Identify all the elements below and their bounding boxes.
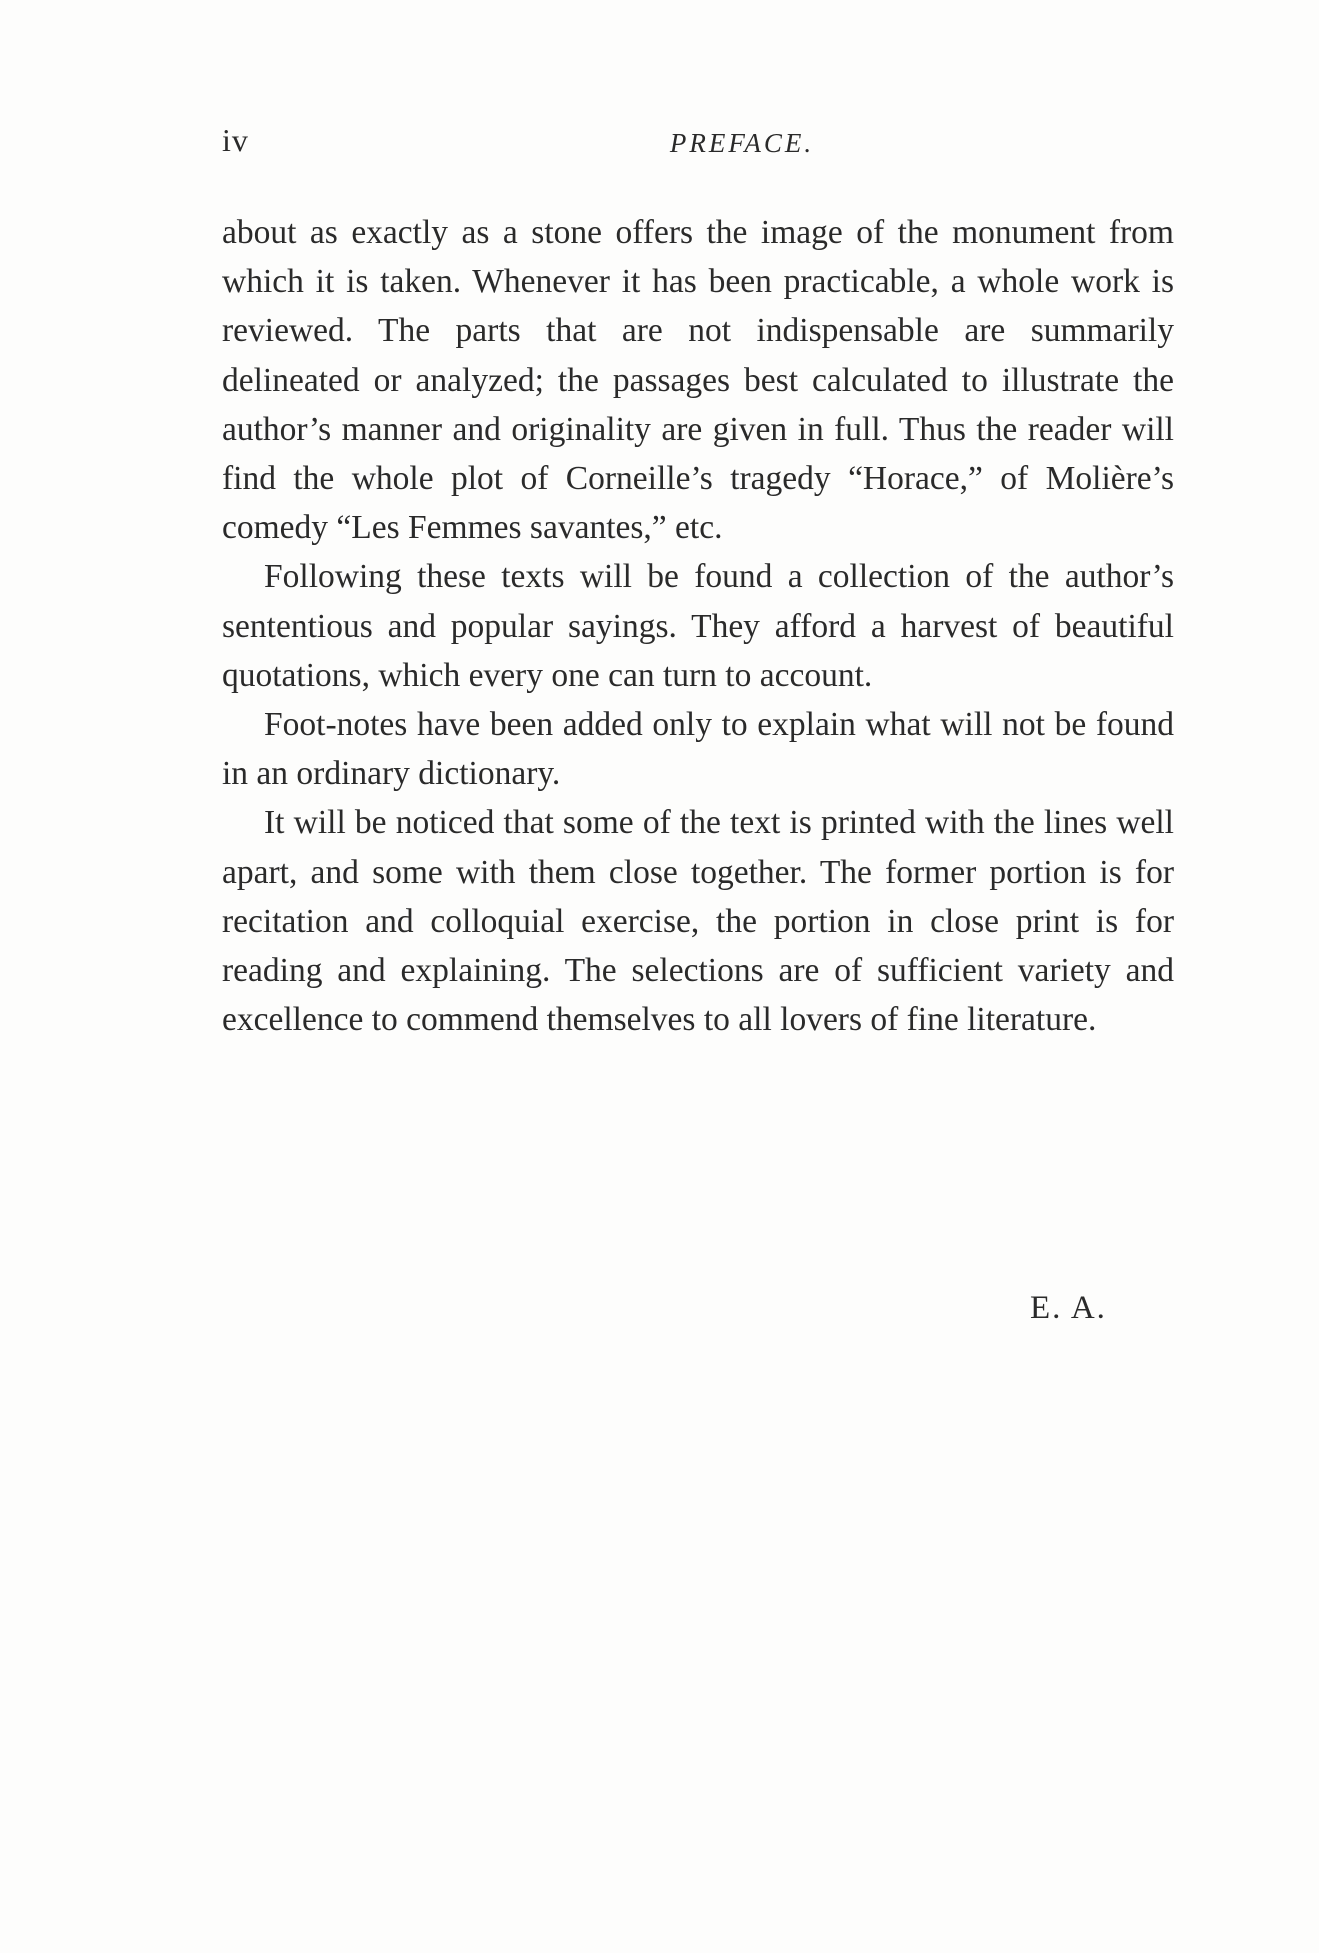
paragraph-sayings: Following these texts will be found a collection of the author’s sententious and popular sayings. They afford a harvest of beautiful quotations, which every one can turn to account. [222, 558, 1174, 694]
page-number: iv [222, 122, 249, 158]
paragraph-continuation: about as exactly as a stone offers the image of the monument from which it is taken. Whenever it has been practicable, a whole work is reviewed. The parts that are not indispensable are summarily delineated or analyzed; the passages best calculated to illustrate the author’s manner and originality are given in full. Thus the reader will find the whole plot of Corneille’s tragedy “Horace,” of Molière’s comedy “Les Femmes savantes,” etc. [222, 214, 1174, 547]
preface-body [222, 208, 1174, 1044]
page-header [222, 122, 1172, 162]
paragraph-print-spacing: It will be noticed that some of the text is printed with the lines well apart, and some with them close together. The former portion is for recitation and colloquial exercise, the portion in close print is for reading and explaining. The selections are of sufficient variety and excellence to commend themselves to all lovers of fine literature. [222, 804, 1174, 1039]
paragraph-footnotes: Foot-notes have been added only to explain what will not be found in an ordinary dictionary. [222, 706, 1174, 793]
running-title: PREFACE. [669, 128, 815, 158]
author-initials: E. A. [1030, 1290, 1107, 1326]
